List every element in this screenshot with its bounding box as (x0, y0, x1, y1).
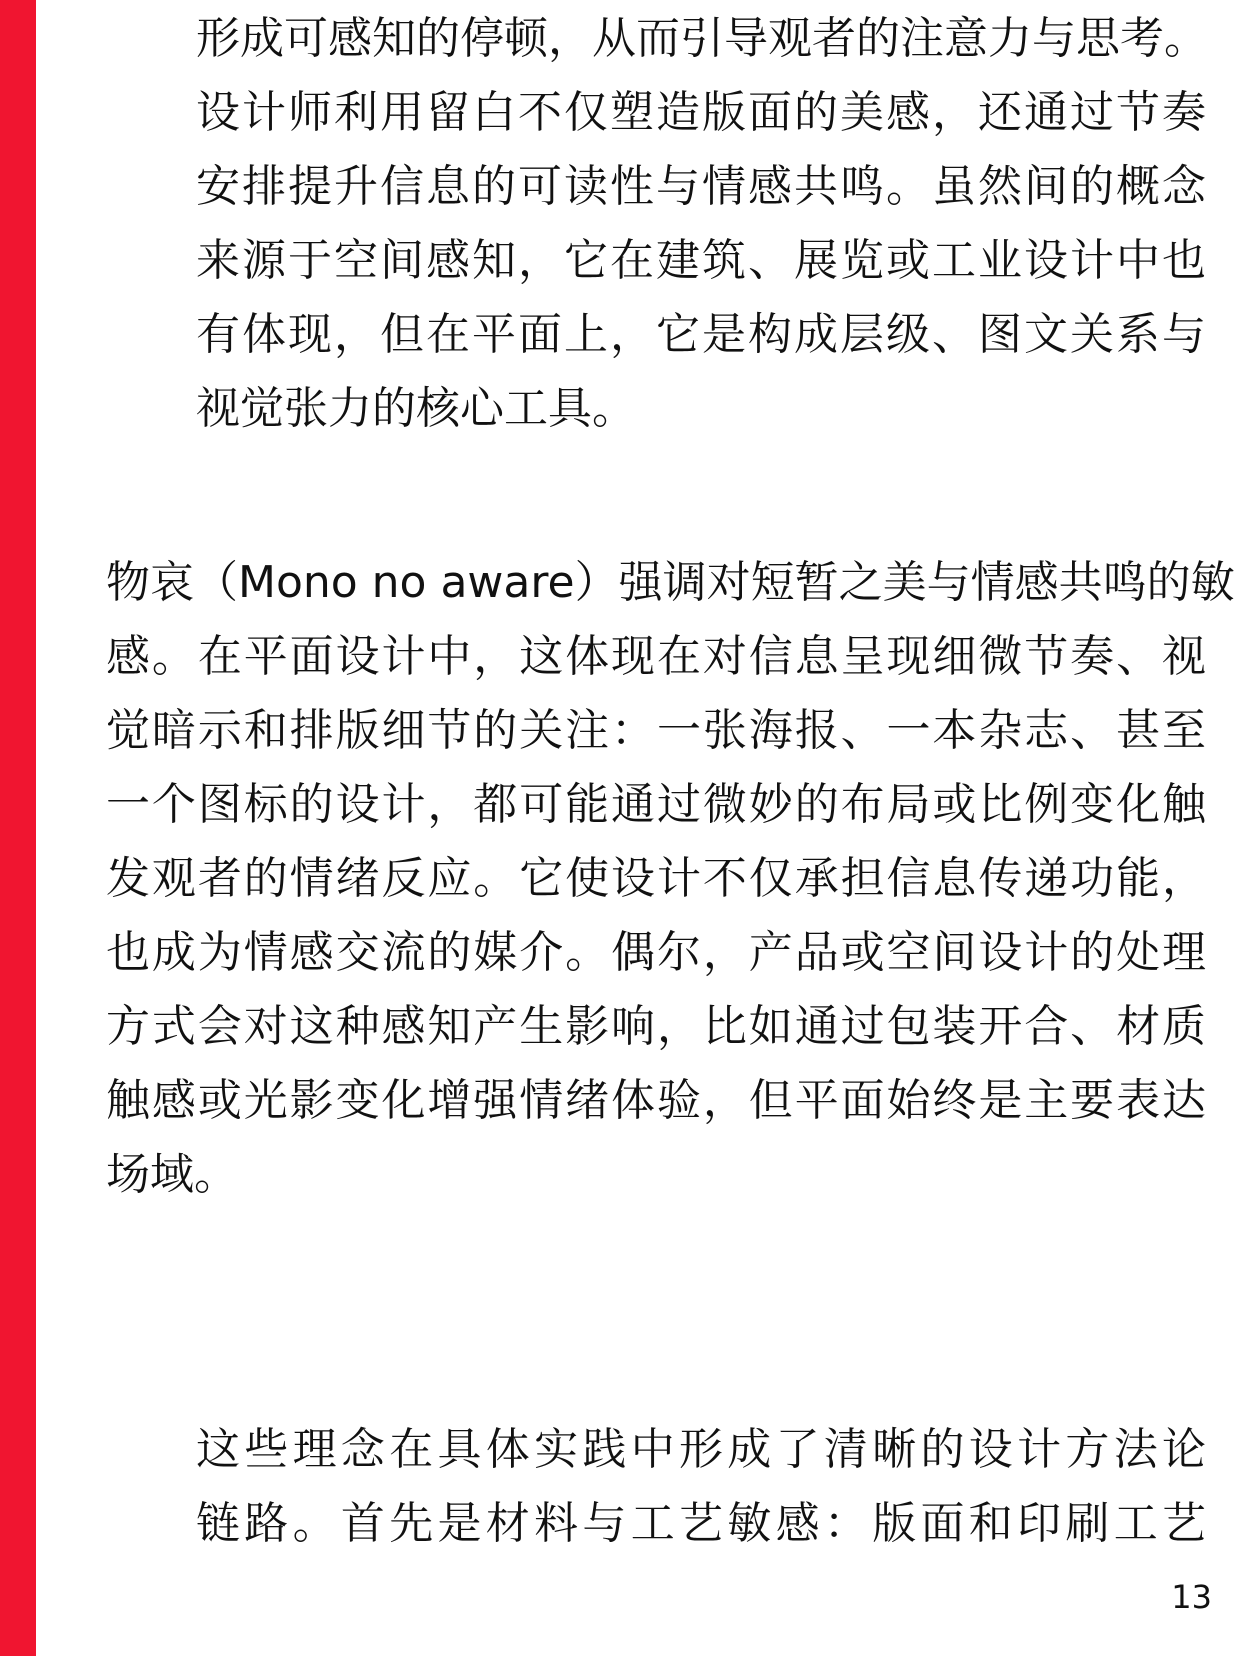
text-line: 感。在平面设计中，这体现在对信息呈现细微节奏、视 (106, 631, 1206, 682)
text-line: 触感或光影变化增强情绪体验，但平面始终是主要表达 (106, 1075, 1206, 1126)
text-line: 这些理念在具体实践中形成了清晰的设计方法论 (196, 1424, 1206, 1475)
paragraph-mono-no-aware (106, 546, 1235, 1212)
text-line: 来源于空间感知，它在建筑、展览或工业设计中也 (196, 235, 1206, 286)
text-line: 设计师利用留白不仅塑造版面的美感，还通过节奏 (196, 87, 1206, 138)
text-line: 有体现，但在平面上，它是构成层级、图文关系与 (196, 309, 1206, 360)
text-line: 物哀（Mono no aware）强调对短暂之美与情感共鸣的敏 (106, 557, 1235, 608)
paragraph-methodology (196, 1413, 1206, 1561)
text-line: 视觉张力的核心工具。 (196, 383, 636, 434)
page-number: 13 (1171, 1578, 1212, 1616)
text-line: 觉暗示和排版细节的关注：一张海报、一本杂志、甚至 (106, 705, 1206, 756)
text-line: 安排提升信息的可读性与情感共鸣。虽然间的概念 (196, 161, 1206, 212)
text-line: 场域。 (106, 1149, 238, 1200)
text-line: 链路。首先是材料与工艺敏感：版面和印刷工艺 (196, 1498, 1206, 1549)
paragraph-ma (196, 2, 1206, 446)
accent-bar (0, 0, 36, 1656)
text-line: 方式会对这种感知产生影响，比如通过包装开合、材质 (106, 1001, 1206, 1052)
text-line: 一个图标的设计，都可能通过微妙的布局或比例变化触 (106, 779, 1206, 830)
text-line: 形成可感知的停顿，从而引导观者的注意力与思考。 (196, 13, 1208, 64)
text-line: 也成为情感交流的媒介。偶尔，产品或空间设计的处理 (106, 927, 1206, 978)
text-line: 发观者的情绪反应。它使设计不仅承担信息传递功能， (106, 853, 1206, 904)
